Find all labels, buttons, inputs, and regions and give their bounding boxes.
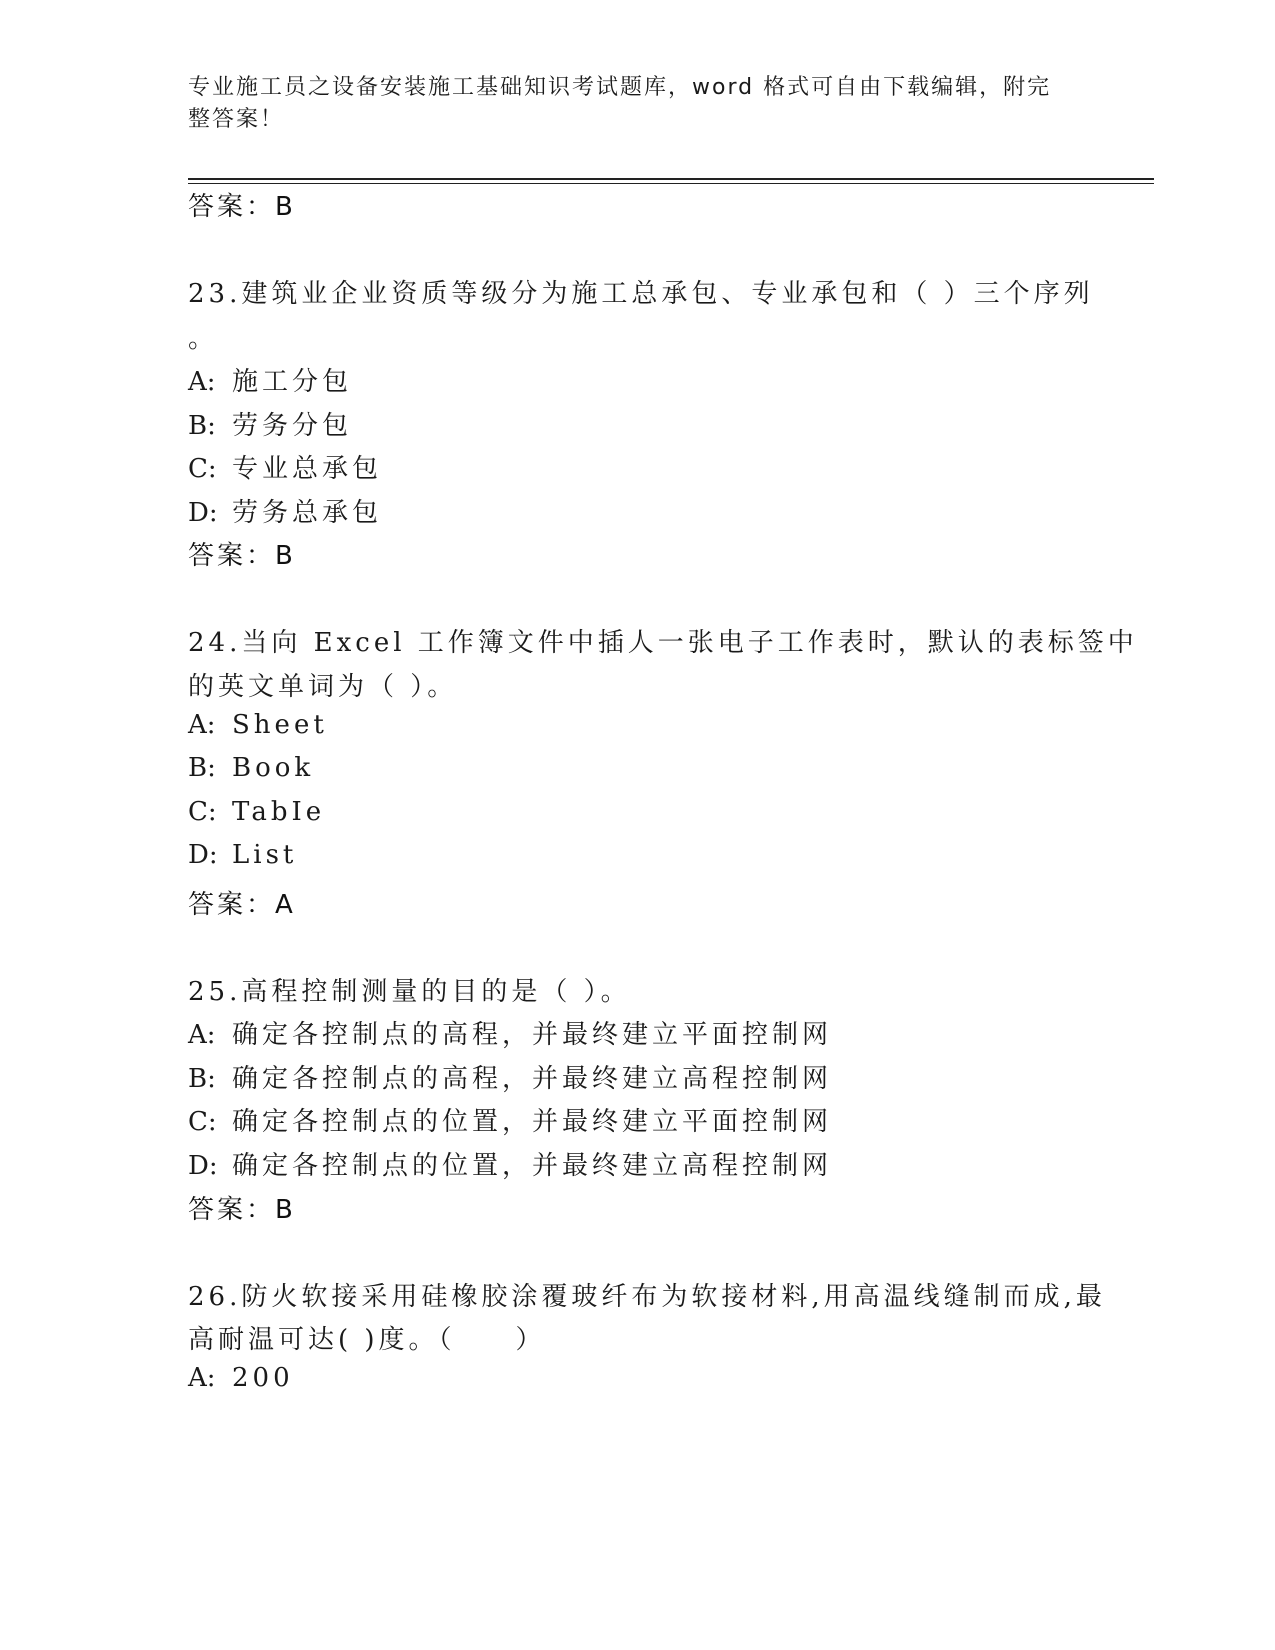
option-letter: B: <box>188 1064 216 1094</box>
option-letter: D: <box>188 1151 218 1181</box>
option-letter: A: <box>188 367 216 397</box>
header-rule-thin <box>188 183 1154 184</box>
question-25-option-a <box>188 1014 832 1051</box>
header-rule-thick <box>188 178 1154 180</box>
option-text: 确定各控制点的位置，并最终建立高程控制网 <box>232 1151 833 1181</box>
question-25-option-b <box>188 1058 832 1095</box>
option-letter: C: <box>188 797 217 827</box>
option-text: 劳务总承包 <box>232 498 383 528</box>
option-text: 确定各控制点的高程，并最终建立高程控制网 <box>232 1064 833 1094</box>
question-23-answer: 答案：B <box>188 541 296 571</box>
option-text: 确定各控制点的位置，并最终建立平面控制网 <box>232 1107 833 1137</box>
question-23-option-b <box>188 405 352 442</box>
question-25-option-d <box>188 1145 832 1182</box>
option-text: 专业总承包 <box>232 454 383 484</box>
document-header <box>188 72 1088 136</box>
option-text: List <box>232 840 298 870</box>
option-letter: D: <box>188 498 218 528</box>
question-23-stem-line-1: 23.建筑业企业资质等级分为施工总承包、专业承包和（ ）三个序列 <box>188 279 1094 309</box>
question-23-option-c <box>188 448 382 485</box>
question-24-stem-line-2: 的英文单词为（ ）。 <box>188 672 458 702</box>
question-23-stem-line-2: 。 <box>188 324 219 354</box>
option-letter: C: <box>188 454 217 484</box>
option-letter: B: <box>188 753 216 783</box>
option-text: 劳务分包 <box>232 411 353 441</box>
option-letter: C: <box>188 1107 217 1137</box>
option-text: 确定各控制点的高程，并最终建立平面控制网 <box>232 1020 833 1050</box>
option-letter: A: <box>188 1020 216 1050</box>
option-text: Sheet <box>232 710 328 740</box>
answer-previous: 答案：B <box>188 192 296 222</box>
option-letter: B: <box>188 411 216 441</box>
question-24-option-a <box>188 710 328 740</box>
option-letter: D: <box>188 840 218 870</box>
header-line-1: 专业施工员之设备安装施工基础知识考试题库，word 格式可自由下载编辑，附完 <box>188 75 1052 100</box>
option-letter: A: <box>188 710 216 740</box>
question-23-option-a <box>188 361 352 398</box>
question-25-option-c <box>188 1101 832 1138</box>
question-24-option-b <box>188 753 314 783</box>
option-text: TabIe <box>232 797 326 827</box>
option-text: 施工分包 <box>232 367 353 397</box>
question-24-option-d <box>188 840 297 870</box>
question-24-option-c <box>188 797 325 827</box>
question-26-option-a <box>188 1363 294 1393</box>
option-text: 200 <box>232 1363 294 1393</box>
question-26-stem-line-2: 高耐温可达( )度。（ ） <box>188 1325 546 1355</box>
option-text: Book <box>232 753 315 783</box>
question-24-stem-line-1: 24.当向 Excel 工作簿文件中插人一张电子工作表时，默认的表标签中 <box>188 628 1138 658</box>
question-24-answer: 答案：A <box>188 890 296 920</box>
question-25-answer: 答案：B <box>188 1195 296 1225</box>
header-line-2: 整答案！ <box>188 107 285 132</box>
option-letter: A: <box>188 1363 216 1393</box>
question-25-stem-line-1: 25.高程控制测量的目的是（ ）。 <box>188 977 631 1007</box>
question-23-option-d <box>188 492 382 529</box>
question-26-stem-line-1: 26.防火软接采用硅橡胶涂覆玻纤布为软接材料,用高温线缝制而成,最 <box>188 1282 1106 1312</box>
